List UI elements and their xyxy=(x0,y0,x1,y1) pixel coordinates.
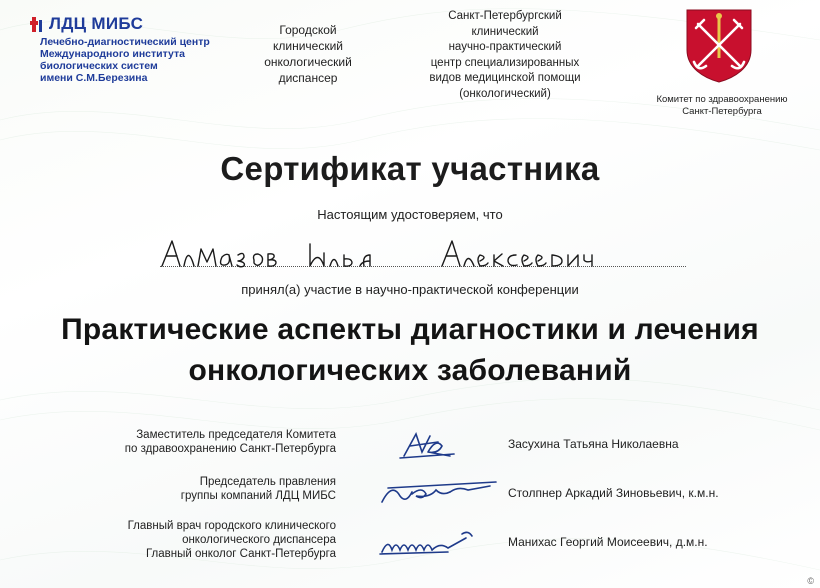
committee-label xyxy=(632,94,812,117)
signatory-role-2 xyxy=(40,475,336,503)
corner-mark: © xyxy=(807,576,814,586)
org3-line: Санкт-Петербургский xyxy=(448,10,562,22)
signatory-name-2: Столпнер Аркадий Зиновьевич, к.м.н. xyxy=(508,486,719,500)
spb-coat-of-arms-icon xyxy=(684,4,754,84)
org3-line: видов медицинской помощи xyxy=(429,72,581,84)
medical-cross-icon xyxy=(30,14,46,34)
org3-line: научно-практический xyxy=(448,41,562,53)
org3-line: клинический xyxy=(471,25,539,38)
ldc-mibs-subtitle-line: имени С.М.Березина xyxy=(40,72,148,84)
signature-manikhas xyxy=(378,528,478,558)
conference-title-line-1: Практические аспекты диагностики и лечения xyxy=(61,313,759,346)
ldc-mibs-brand: ЛДЦ МИБС xyxy=(49,14,144,33)
signatory-role-line: Главный онколог Санкт-Петербурга xyxy=(145,548,336,560)
signatory-name-1: Засухина Татьяна Николаевна xyxy=(508,437,679,451)
participated-text: принял(а) участие в научно-практической конференции xyxy=(241,282,579,297)
signatory-name-3: Манихас Георгий Моисеевич, д.м.н. xyxy=(508,535,708,549)
committee-line: Комитет по здравоохранению xyxy=(656,94,788,105)
certificate-title: Сертификат участника xyxy=(220,150,600,187)
ldc-mibs-subtitle xyxy=(30,36,230,84)
committee-line: Санкт-Петербурга xyxy=(682,105,762,117)
participant-name xyxy=(160,240,172,241)
ldc-mibs-subtitle-line: Лечебно-диагностический центр xyxy=(40,36,210,48)
org2-line: Городской xyxy=(279,23,337,37)
signatory-role-3 xyxy=(40,519,336,561)
signatory-role-line: по здравоохранению Санкт-Петербурга xyxy=(124,443,336,455)
conference-title-line-2: онкологических заболеваний xyxy=(188,354,632,387)
handwritten-participant-name xyxy=(158,235,618,271)
ldc-mibs-subtitle-line: Международного института xyxy=(40,48,185,60)
ldc-mibs-logo-mark xyxy=(30,14,230,34)
certify-text: Настоящим удостоверяем, что xyxy=(317,207,503,222)
signatory-role-line: онкологического диспансера xyxy=(182,534,336,546)
org2-line: диспансер xyxy=(278,71,338,85)
signatory-role-line: Председатель правления xyxy=(199,476,336,488)
org3-line: (онкологический) xyxy=(459,87,551,100)
ldc-mibs-subtitle-line: биологических систем xyxy=(40,60,158,72)
org-city-oncology-dispensary xyxy=(248,22,368,86)
signatory-role-1 xyxy=(40,428,336,456)
org-spb-clinical-center xyxy=(405,9,605,102)
signature-zasukhina xyxy=(398,428,458,462)
ldc-mibs-logo xyxy=(30,14,230,84)
signatory-role-line: Главный врач городского клинического xyxy=(127,520,336,532)
signatory-role-line: группы компаний ЛДЦ МИБС xyxy=(180,490,336,502)
signatory-role-line: Заместитель председателя Комитета xyxy=(136,429,336,441)
org3-line: центр специализированных xyxy=(430,56,580,69)
org2-line: клинический xyxy=(272,39,343,53)
org2-line: онкологический xyxy=(264,55,352,69)
signature-stolpner xyxy=(378,474,498,506)
